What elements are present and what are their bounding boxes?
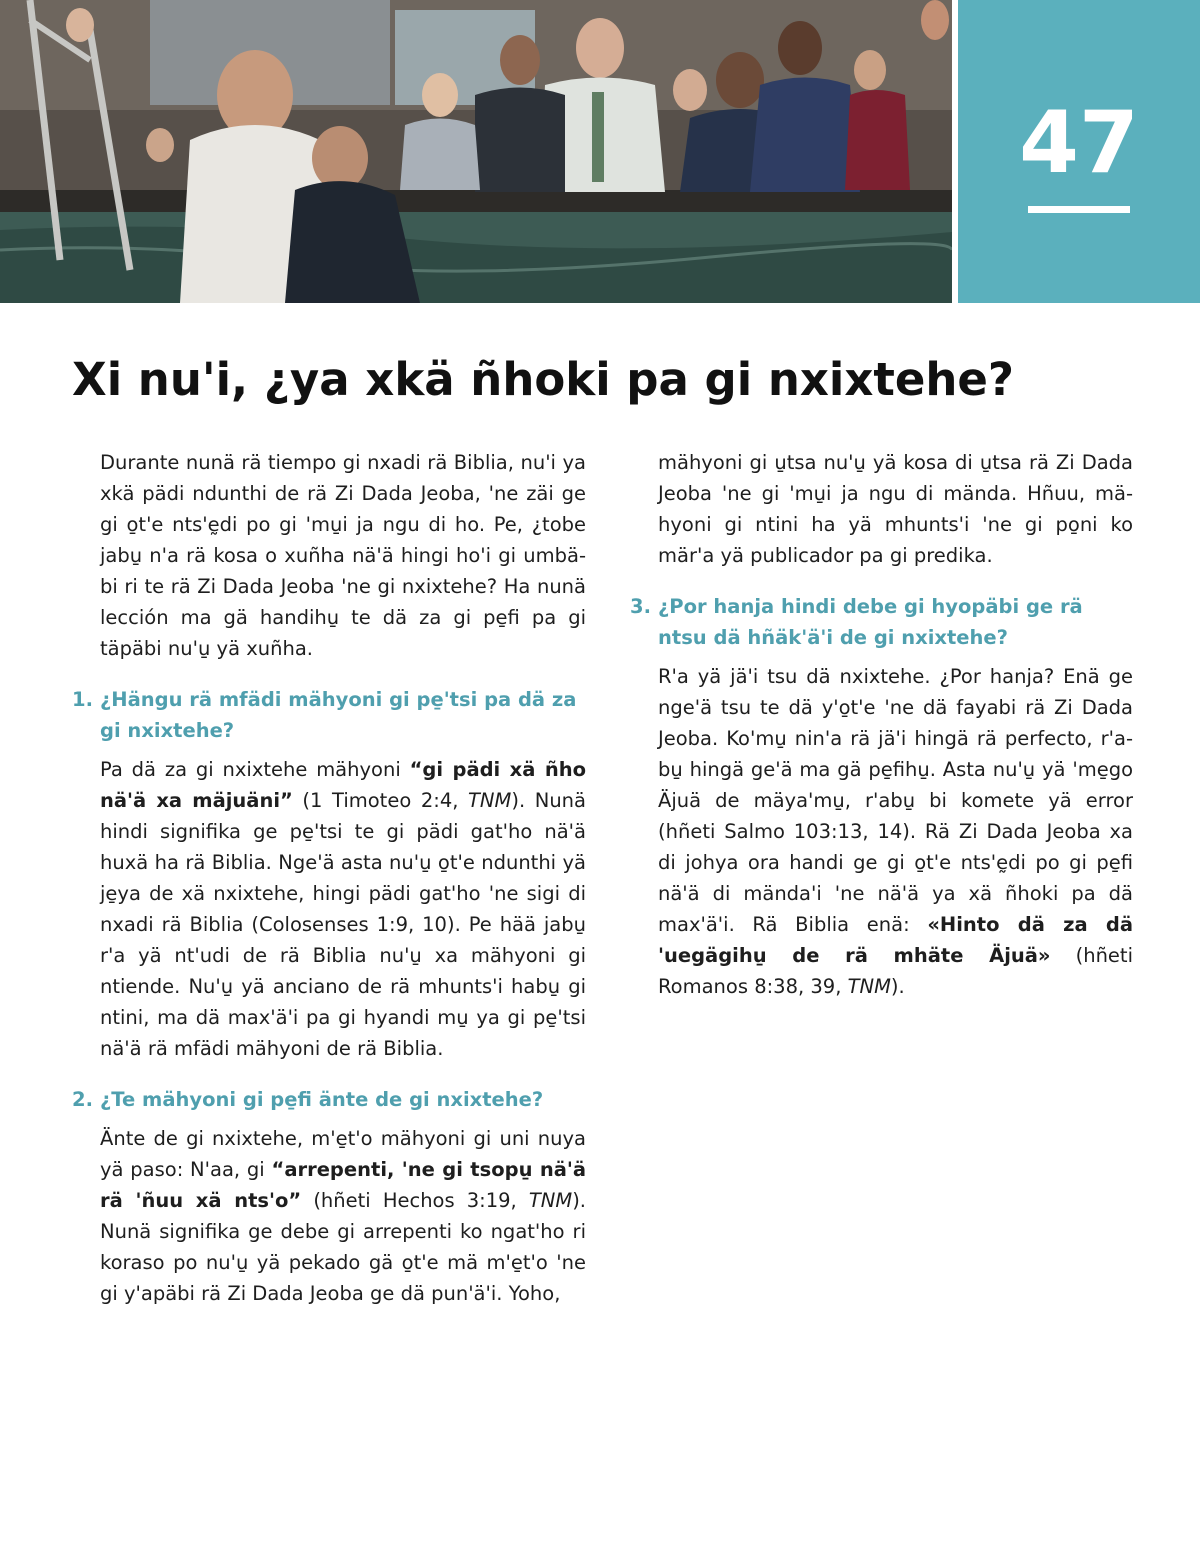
answer-2-paragraph: [100, 1123, 586, 1309]
answer-3-paragraph: [658, 661, 1133, 1002]
answer-2-text-c: ). Nunä signifika ge debe gi arrepenti ko ngat'ho ri koraso po nu'u̱ yä pekado gä o̱t'e mä m'e̱t'o 'ne gi y'apäbi rä Zi Dada Jeoba ge dä pun'ä'i. Yoho,: [100, 1189, 586, 1305]
baptism-photo: [0, 0, 952, 303]
answer-1-abbrev: TNM: [468, 789, 512, 812]
right-column: [618, 447, 1133, 1002]
answer-1-paragraph: [100, 754, 586, 1064]
question-2-text: ¿Te mähyoni gi pe̱fi änte de gi nxixtehe?: [100, 1088, 544, 1111]
answer-2-continuation: mähyoni gi u̱tsa nu'u̱ yä kosa di u̱tsa rä Zi Dada Jeoba 'ne gi 'mu̱i ja ngu di mända. Hñuu, mähyoni gi ntini ha yä mhunts'i 'ne gi po̱ni ko mär'a yä publicador pa gi predika.: [658, 451, 1133, 567]
lesson-number: 47: [1019, 93, 1139, 193]
answer-3-text-a: R'a yä jä'i tsu dä nxixtehe. ¿Por hanja? Enä ge nge'ä tsu te dä y'o̱t'e 'ne dä fayabi rä Zi Dada Jeoba. Ko'mu̱ nin'a rä jä'i hingä rä perfecto, r'abu̱ hingä ge'ä ma gä pe̱fihu̱. Asta nu'u̱ yä 'me̱go Äjuä de mäya'mu̱, r'abu̱ bi komete yä error (hñeti Salmo 103:13, 14). Rä Zi Dada Jeoba xa di johya ora handi ge gi o̱t'e nts'ḛdi po gi pe̱fi nä'ä di mända'i 'ne nä'ä ya xä ñhoki pa dä max'ä'i. Rä Biblia enä:: [658, 665, 1133, 936]
answer-1-text-a: Pa dä za gi nxixtehe mähyoni: [100, 758, 410, 781]
question-3: [618, 591, 1133, 653]
page-title: Xi nu'i, ¿ya xkä ñhoki pa gi nxixtehe?: [72, 353, 1015, 406]
answer-1-text-b: (1 Timoteo 2:4,: [292, 789, 469, 812]
answer-1-quote: “gi pädi xä ñho nä'ä xa mäjuäni”: [100, 758, 586, 812]
question-2-number: 2.: [72, 1088, 93, 1111]
question-2: [60, 1084, 586, 1115]
answer-3-abbrev: TNM: [847, 975, 891, 998]
intro-paragraph: Durante nunä rä tiempo gi nxadi rä Biblia, nu'i ya xkä pädi ndunthi de rä Zi Dada Jeoba, 'ne zäi ge gi o̱t'e nts'ḛdi po gi 'mu̱i ja ngu di ho. Pe, ¿tobe jabu̱ n'a rä kosa o xuñha nä'ä hingi ho'i gi umbäbi ri te rä Zi Dada Jeoba 'ne gi nxixtehe? Ha nunä lección ma gä handihu̱ te dä za gi pe̱fi pa gi täpäbi nu'u̱ yä xuñha.: [100, 451, 586, 660]
answer-3-text-b: (hñeti Romanos 8:38, 39,: [658, 944, 1133, 998]
question-1-number: 1.: [72, 688, 93, 711]
answer-3-text-c: ).: [890, 975, 905, 998]
question-1: [60, 684, 586, 746]
question-3-number: 3.: [630, 595, 651, 618]
answer-1-text-c: ). Nunä hindi signifika ge pe̱'tsi te gi pädi gat'ho nä'ä huxä ha rä Biblia. Nge'ä asta nu'u̱ o̱t'e ndunthi yä je̱ya de xä nxixtehe, hingi pädi gat'ho 'ne sigi di nxadi rä Biblia (Colosenses 1:9, 10). Pe hää jabu̱ r'a yä nt'udi de rä Biblia nu'u̱ xa mähyoni gi ntiende. Nu'u̱ yä anciano de rä mhunts'i habu̱ gi ntini, ma dä max'ä'i pa gi hyandi mu̱ ya gi pe̱'tsi nä'ä rä mfädi mähyoni de rä Biblia.: [100, 789, 586, 1060]
answer-2-text-a: Änte de gi nxixtehe, m'e̱t'o mähyoni gi uni nuya yä paso: N'aa, gi: [100, 1127, 586, 1181]
lesson-badge: [958, 0, 1200, 303]
question-1-text: ¿Hängu rä mfädi mähyoni gi pe̱'tsi pa dä za gi nxixtehe?: [100, 688, 577, 742]
lesson-number-underline: [1028, 206, 1130, 213]
left-column: [60, 447, 586, 1309]
answer-2-text-b: (hñeti Hechos 3:19,: [301, 1189, 529, 1212]
baptism-photo-illustration: [0, 0, 952, 303]
question-3-text: ¿Por hanja hindi debe gi hyopäbi ge rä ntsu dä hñäk'ä'i de gi nxixtehe?: [658, 595, 1083, 649]
answer-2-abbrev: TNM: [528, 1189, 573, 1212]
answer-3-quote: «Hinto dä za dä 'uegägihu̱ de rä mhäte Äjuä»: [658, 913, 1133, 967]
answer-2-quote: “arrepenti, 'ne gi tsopu̱ nä'ä rä 'ñuu xä nts'o”: [100, 1158, 586, 1212]
